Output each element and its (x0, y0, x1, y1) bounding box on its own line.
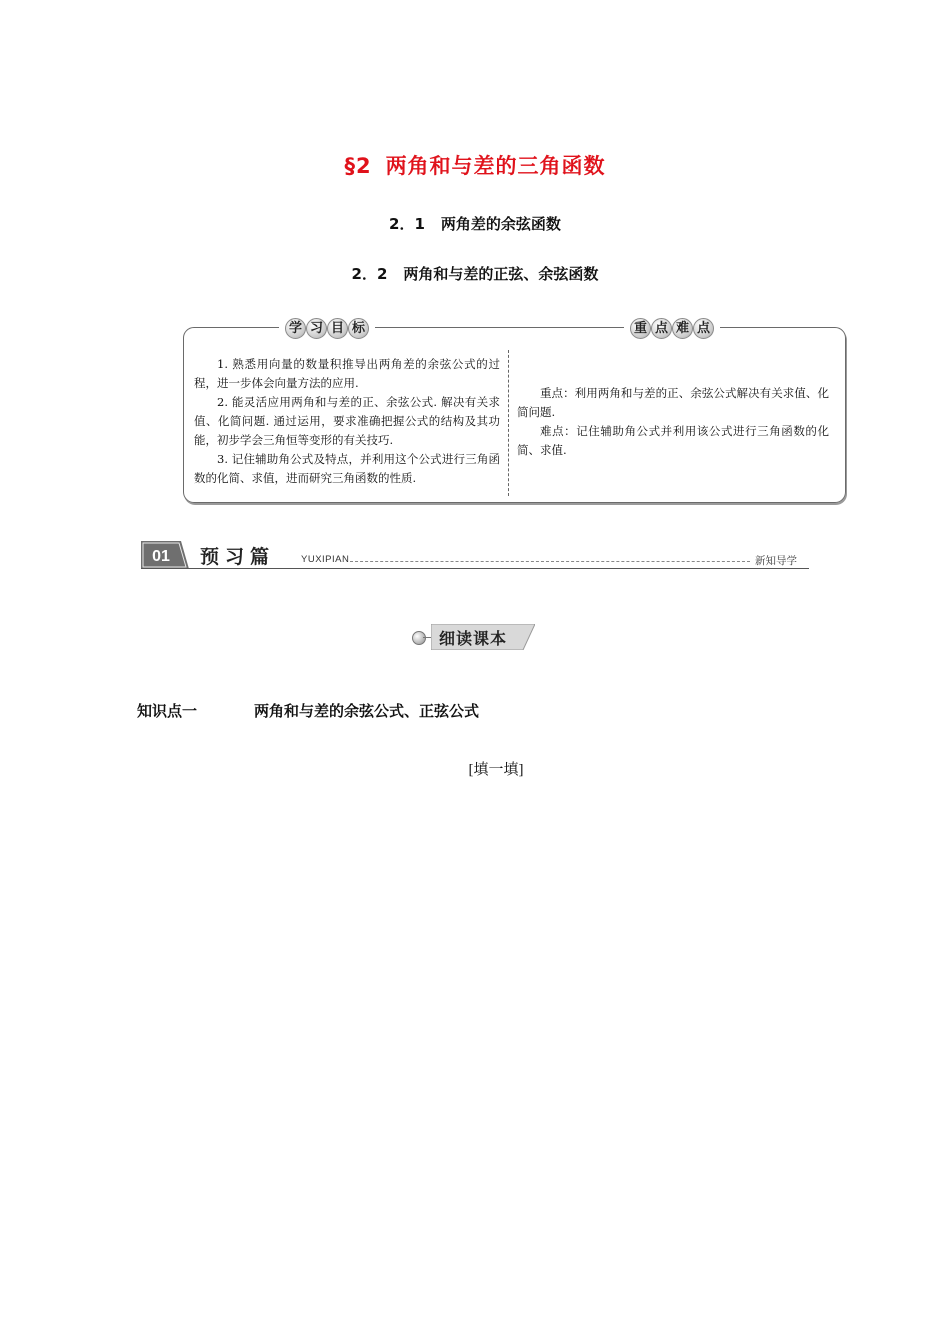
subtitle-2-2 (0, 263, 950, 284)
goal-item: 1. 熟悉用向量的数量积推导出两角差的余弦公式的过程，进一步体会向量方法的应用. (194, 357, 500, 390)
page-title (0, 150, 950, 180)
section-pill-label: 细读课本 (439, 629, 508, 648)
tab-learning-goals (279, 318, 375, 338)
subtitle-number: 2．2 (351, 265, 388, 283)
tab-char: 重 (630, 318, 651, 339)
learning-goals-list (194, 355, 500, 488)
section-number: §2 (344, 154, 372, 178)
section-title: 两角和与差的三角函数 (385, 154, 606, 178)
knowledge-point-label: 知识点一 (137, 702, 198, 720)
subtitle-number: 2．1 (389, 215, 425, 233)
chapter-badge-number: 01 (152, 548, 170, 565)
key-point-item: 重点：利用两角和与差的正、余弦公式解决有关求值、化简问题. (517, 386, 829, 419)
tab-char: 习 (306, 318, 327, 339)
banner-title: 预习篇 (200, 546, 276, 568)
bullet-dot-icon (412, 631, 426, 645)
subtitle-text: 两角和与差的正弦、余弦函数 (403, 265, 599, 283)
subtitle-text: 两角差的余弦函数 (440, 215, 561, 233)
goal-item: 3. 记住辅助角公式及特点，并利用这个公式进行三角函数的化简、求值，进而研究三角函数的性质. (194, 452, 500, 485)
banner-english: YUXIPIAN (301, 554, 350, 565)
learning-goals-box (183, 320, 846, 503)
tab-char: 点 (651, 318, 672, 339)
tab-char: 难 (672, 318, 693, 339)
key-points-list (517, 384, 829, 460)
subtitle-2-1 (0, 213, 950, 234)
chapter-badge (141, 541, 189, 569)
tab-char: 学 (285, 318, 306, 339)
tab-char: 目 (327, 318, 348, 339)
key-point-item: 难点：记住辅助角公式并利用该公式进行三角函数的化简、求值. (517, 424, 829, 457)
tab-char: 标 (348, 318, 369, 339)
tab-char: 点 (693, 318, 714, 339)
tab-key-points (624, 318, 720, 338)
fill-in-heading: [填一填] (468, 762, 524, 778)
banner-underline (141, 568, 809, 569)
banner-dashed-line (350, 561, 750, 562)
dashed-divider (508, 350, 509, 496)
goal-item: 2. 能灵活应用两角和与差的正、余弦公式. 解决有关求值、化简问题. 通过运用，要求准确把握公式的结构及其功能，初步学会三角恒等变形的有关技巧. (194, 395, 500, 447)
banner-right-label: 新知导学 (755, 555, 797, 567)
knowledge-point-title: 两角和与差的余弦公式、正弦公式 (254, 702, 480, 720)
